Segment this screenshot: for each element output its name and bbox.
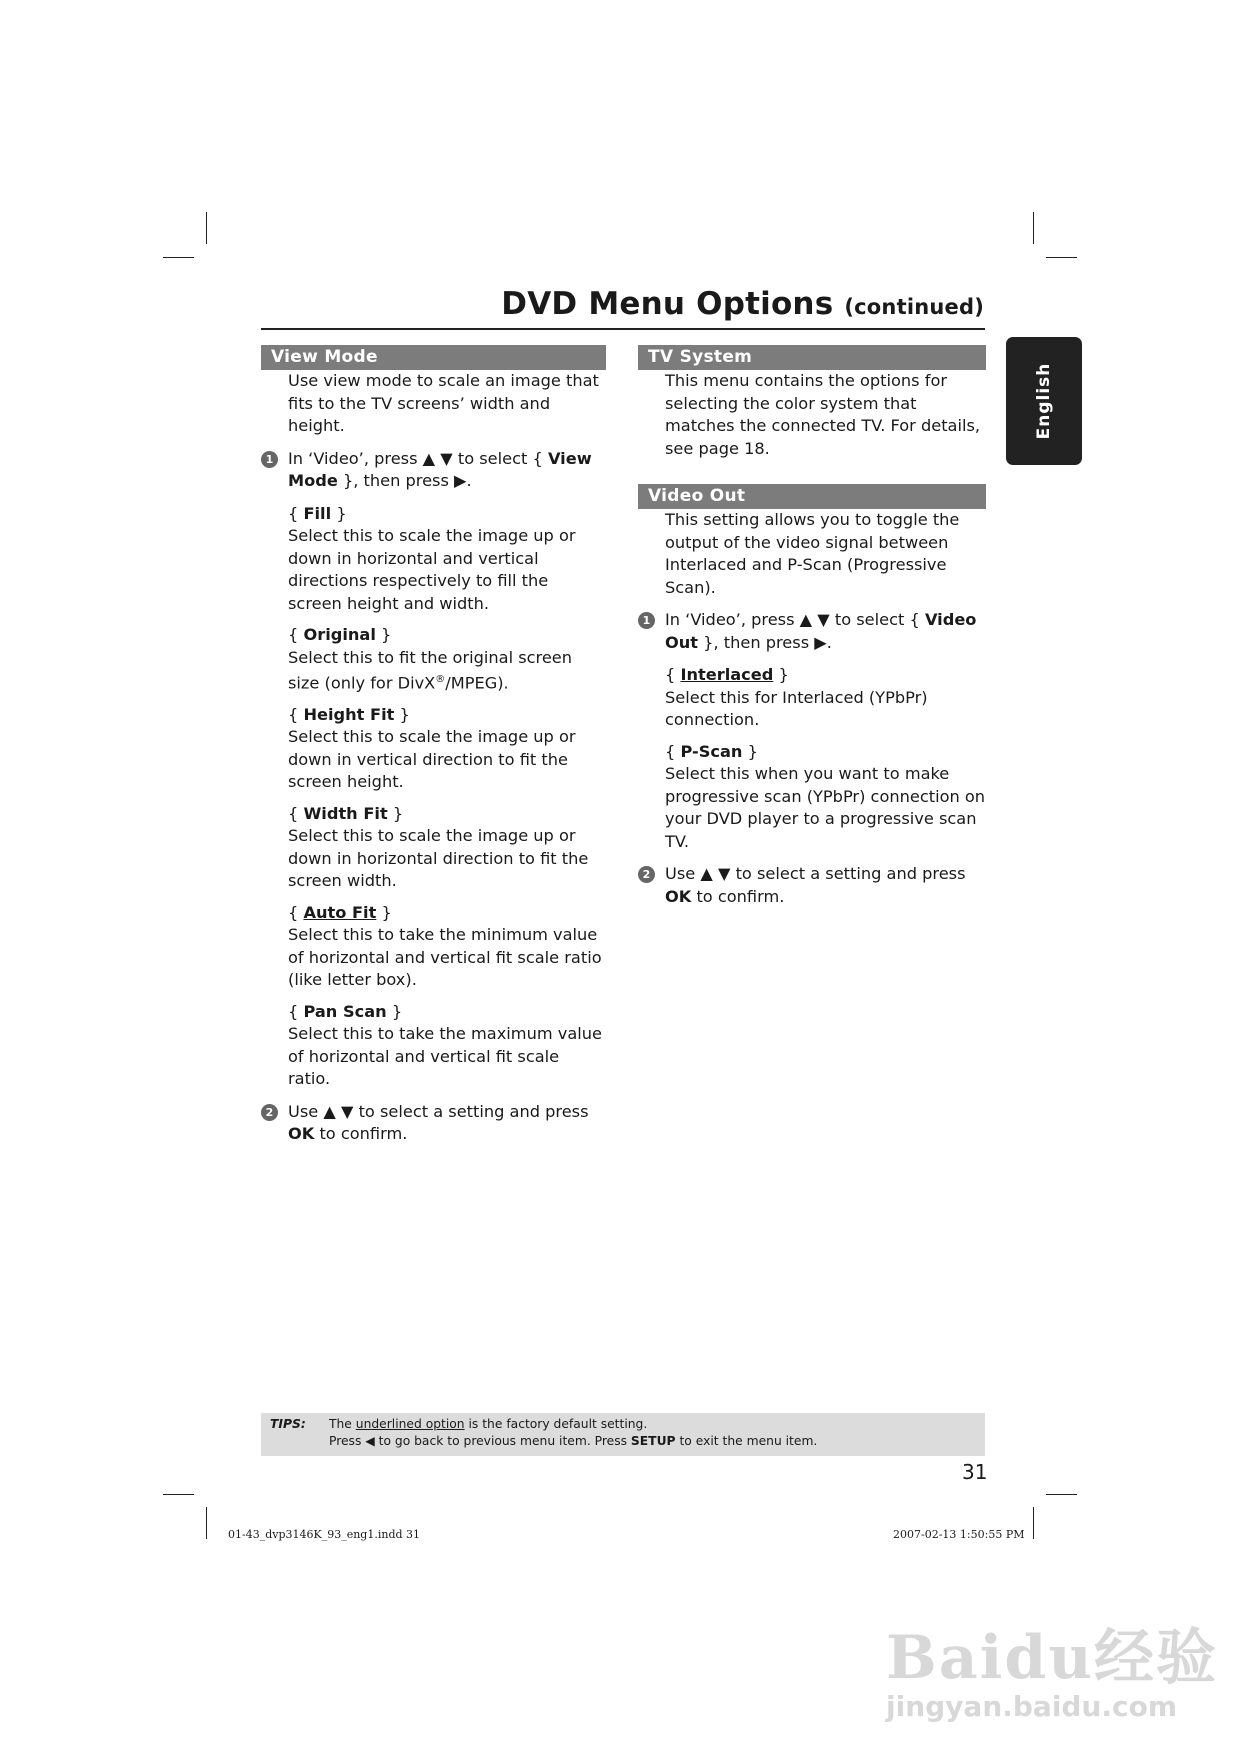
crop-mark (206, 212, 207, 244)
option-interlaced (638, 664, 986, 732)
step-number-icon: 2 (638, 866, 655, 883)
step-text: to confirm. (314, 1124, 408, 1144)
step-bold-text: Video Out (665, 610, 977, 652)
language-tab (1006, 337, 1082, 465)
tips-text: The (329, 1417, 356, 1431)
option-fill (261, 503, 606, 616)
step-number-icon: 2 (261, 1104, 278, 1121)
option-name: Width Fit (303, 803, 388, 823)
option-title: { Width Fit } (288, 803, 404, 823)
option-description: Select this to take the minimum value of horizontal and vertical fit scale ratio (like letter box). (288, 925, 602, 990)
option-description: Select this to take the maximum value of horizontal and vertical fit scale ratio. (288, 1024, 602, 1089)
option-description: Select this for Interlaced (YPbPr) connection. (665, 687, 928, 729)
option-original (261, 624, 606, 695)
option-title: { Pan Scan } (288, 1001, 403, 1021)
registered-mark: ® (435, 674, 446, 685)
tips-text: to exit the menu item. (675, 1434, 818, 1448)
view-mode-step-1 (261, 448, 606, 493)
section-heading-tv-system: TV System (638, 345, 986, 370)
option-title: { Original } (288, 625, 392, 644)
view-mode-intro: Use view mode to scale an image that fits to the TV screens’ width and height. (288, 371, 599, 435)
crop-mark (1046, 257, 1077, 258)
page-title (501, 286, 984, 322)
option-description: Select this to scale the image up or down in vertical direction to fit the screen height. (288, 727, 576, 792)
tips-line-2 (329, 1433, 817, 1450)
video-out-intro: This setting allows you to toggle the output of the video signal between Interlaced and P-Scan (Progressive Scan). (665, 510, 960, 597)
step-text: }, then press ▶. (698, 632, 832, 652)
option-name: Pan Scan (303, 1001, 387, 1021)
section-heading-video-out: Video Out (638, 484, 986, 509)
tips-body (329, 1416, 817, 1450)
step-text: to confirm. (691, 886, 785, 906)
option-title: { Auto Fit } (288, 902, 392, 922)
option-name: Original (303, 625, 376, 644)
step-text: In ‘Video’, press ▲ ▼ to select { (665, 610, 925, 629)
option-description-text: Select this to fit the original screen size (only for DivX (288, 647, 573, 693)
crop-mark (1046, 1494, 1077, 1495)
crop-mark (206, 1507, 207, 1539)
option-title: { P-Scan } (665, 741, 758, 761)
option-title: { Height Fit } (288, 704, 410, 724)
crop-mark (1033, 1507, 1034, 1539)
step-bold-text: OK (665, 886, 692, 906)
option-name: P-Scan (680, 741, 743, 761)
watermark-logo: Baidu经验 (886, 1623, 1218, 1693)
step-text: Use ▲ ▼ to select a setting and press (288, 1101, 589, 1121)
slug-date: 2007-02-13 1:50:55 PM (893, 1528, 1025, 1541)
step-number-icon: 1 (638, 612, 655, 629)
view-mode-step-2 (261, 1101, 606, 1146)
step-number-icon: 1 (261, 451, 278, 468)
watermark-url: jingyan.baidu.com (886, 1690, 1178, 1723)
slug-filename: 01-43_dvp3146K_93_eng1.indd 31 (228, 1528, 421, 1541)
section-heading-view-mode: View Mode (261, 345, 606, 370)
tips-box (261, 1413, 985, 1456)
crop-mark (163, 1494, 194, 1495)
step-text: In ‘Video’, press ▲ ▼ to select { (288, 448, 548, 468)
option-description: Select this to scale the image up or down in horizontal direction to fit the screen width. (288, 826, 589, 891)
option-auto-fit (261, 902, 606, 992)
step-bold-text: View Mode (288, 448, 592, 490)
tips-bold-text: SETUP (630, 1434, 676, 1448)
page-title-continued: (continued) (844, 295, 984, 319)
option-description (288, 647, 606, 695)
option-description: Select this to scale the image up or down in horizontal and vertical directions respectively to fill the screen height and width. (288, 526, 576, 613)
page-title-text: DVD Menu Options (501, 286, 834, 322)
step-text: Use ▲ ▼ to select a setting and press (665, 864, 966, 883)
option-description: Select this when you want to make progressive scan (YPbPr) connection on your DVD player to a progressive scan TV. (665, 764, 986, 851)
tips-line-1 (329, 1416, 817, 1433)
option-name-default: Interlaced (680, 665, 774, 684)
option-title: { Interlaced } (665, 665, 789, 684)
option-name-default: Auto Fit (303, 902, 377, 922)
left-column (261, 345, 606, 1146)
option-name: Height Fit (303, 704, 395, 724)
option-p-scan (638, 741, 986, 854)
option-name: Fill (303, 503, 332, 523)
tips-text: Press ◀ to go back to previous menu item. Press (329, 1434, 631, 1448)
option-description-text: /MPEG). (445, 673, 509, 693)
crop-mark (1033, 212, 1034, 244)
tips-underlined-text: underlined option (355, 1417, 465, 1431)
language-tab-label: English (1034, 362, 1054, 440)
crop-mark (163, 257, 194, 258)
option-pan-scan (261, 1001, 606, 1091)
step-text: }, then press ▶. (337, 471, 472, 490)
option-width-fit (261, 803, 606, 893)
tips-label: TIPS: (270, 1417, 306, 1431)
video-out-step-2 (638, 863, 986, 908)
title-rule (261, 328, 985, 330)
watermark (886, 1610, 1218, 1723)
option-title: { Fill } (288, 503, 347, 523)
option-height-fit (261, 704, 606, 794)
video-out-step-1 (638, 609, 986, 654)
step-bold-text: OK (288, 1124, 315, 1144)
right-column (638, 345, 986, 908)
tips-text: is the factory default setting. (464, 1417, 648, 1431)
tv-system-intro: This menu contains the options for selecting the color system that matches the connected TV. For details, see page 18. (665, 371, 981, 458)
page-number: 31 (962, 1460, 988, 1484)
